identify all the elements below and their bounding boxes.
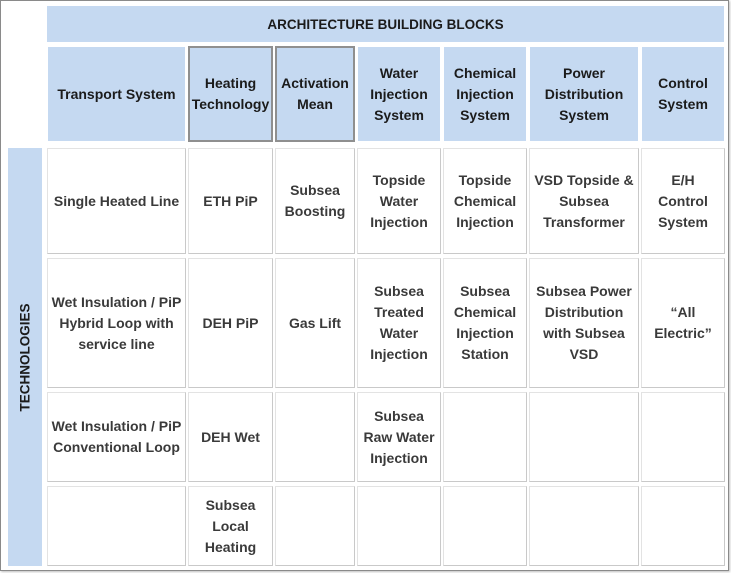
table-cell: Subsea Treated Water Injection <box>357 258 441 388</box>
table-cell: Single Heated Line <box>47 148 186 254</box>
technologies-side-label <box>8 148 42 566</box>
table-cell: Topside Chemical Injection <box>443 148 527 254</box>
table-cell: DEH Wet <box>188 392 273 482</box>
table-title: ARCHITECTURE BUILDING BLOCKS <box>47 6 724 42</box>
column-header-chemical: Chemical Injection System <box>443 46 527 142</box>
table-cell: Wet Insulation / PiP Hybrid Loop with service line <box>47 258 186 388</box>
table-cell: Topside Water Injection <box>357 148 441 254</box>
table-cell <box>275 486 355 566</box>
table-cell <box>641 486 725 566</box>
table-cell: E/H Control System <box>641 148 725 254</box>
table-cell <box>529 392 639 482</box>
table-cell: Wet Insulation / PiP Conventional Loop <box>47 392 186 482</box>
table-cell <box>357 486 441 566</box>
table-cell <box>275 392 355 482</box>
technologies-label-text: TECHNOLOGIES <box>17 302 33 412</box>
table-cell: Gas Lift <box>275 258 355 388</box>
table-cell: ETH PiP <box>188 148 273 254</box>
column-header-activation: Activation Mean <box>275 46 355 142</box>
column-header-power: Power Distribution System <box>529 46 639 142</box>
table-cell: Subsea Local Heating <box>188 486 273 566</box>
table-cell <box>443 392 527 482</box>
table-cell: DEH PiP <box>188 258 273 388</box>
table-cell: Subsea Chemical Injection Station <box>443 258 527 388</box>
table-cell: “All Electric” <box>641 258 725 388</box>
column-header-water: Water Injection System <box>357 46 441 142</box>
column-header-transport: Transport System <box>47 46 186 142</box>
column-header-heating: Heating Technology <box>188 46 273 142</box>
column-header-control: Control System <box>641 46 725 142</box>
table-cell: Subsea Boosting <box>275 148 355 254</box>
table-cell: Subsea Power Distribution with Subsea VSD <box>529 258 639 388</box>
table-cell: Subsea Raw Water Injection <box>357 392 441 482</box>
table-cell <box>47 486 186 566</box>
table-cell <box>529 486 639 566</box>
table-cell <box>443 486 527 566</box>
table-cell: VSD Topside & Subsea Transformer <box>529 148 639 254</box>
table-cell <box>641 392 725 482</box>
